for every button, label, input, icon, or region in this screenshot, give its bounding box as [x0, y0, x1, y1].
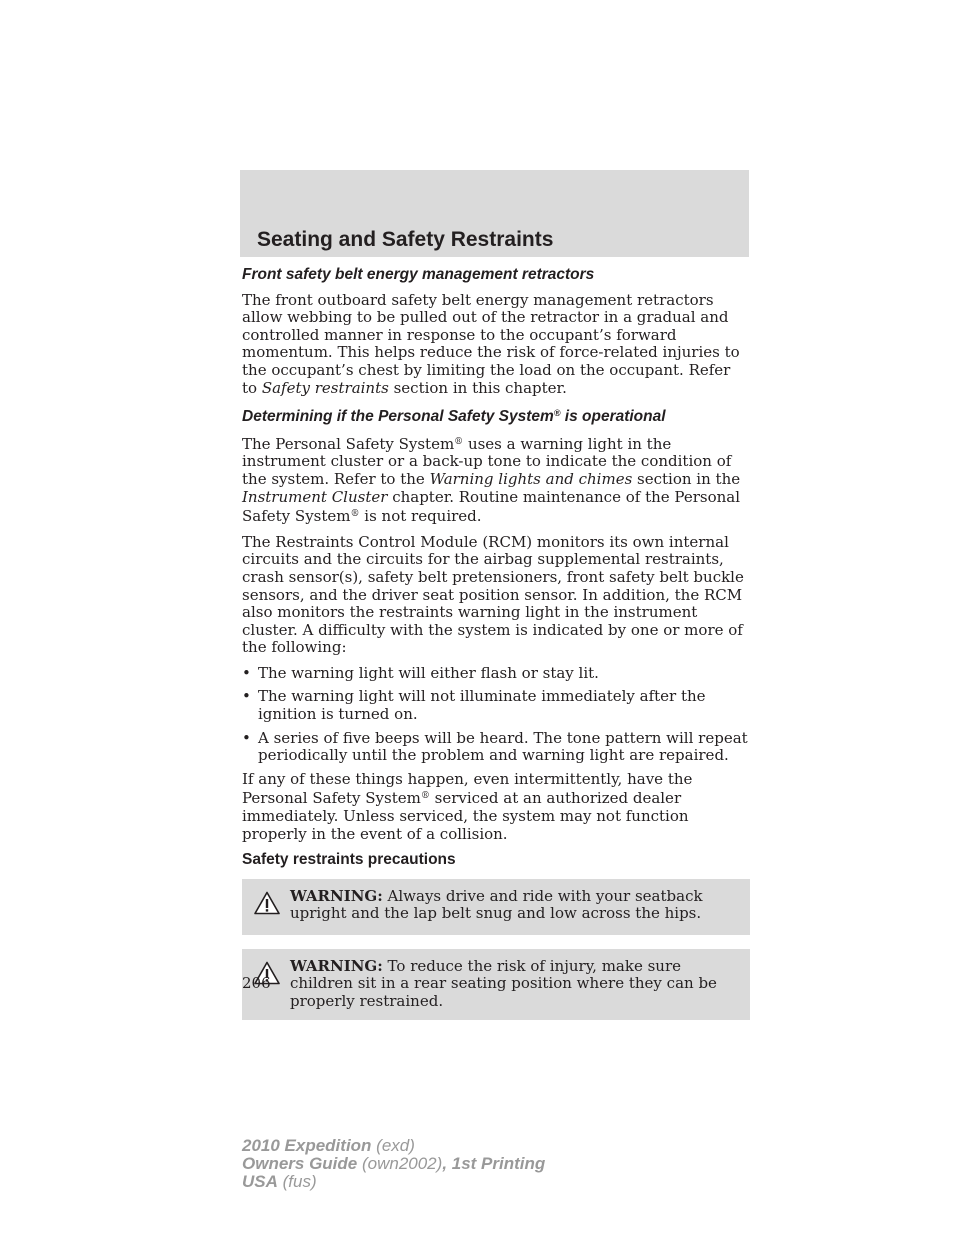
cross-reference: Safety restraints	[261, 378, 389, 397]
footer-line-model: 2010 Expedition (exd)	[242, 1136, 415, 1155]
bullet-icon: •	[242, 687, 251, 706]
footer-line-guide: Owners Guide (own2002), 1st Printing	[242, 1154, 546, 1173]
section-heading-precautions: Safety restraints precautions	[242, 851, 456, 869]
paragraph-retractors: The front outboard safety belt energy management retractors allow webbing to be pulled out of the retractor in a gradual and controlled manner in response to the occupant’s forward momentum. This helps reduce the risk of force-related injuries to the occupant’s chest by limiting the load on the occupant. Refer to Safety restraints section in this chapter.	[242, 290, 740, 397]
warning-label: WARNING:	[290, 956, 383, 975]
warning-triangle-icon	[254, 891, 280, 915]
list-item: • The warning light will not illuminate immediately after the ignition is turned on.	[242, 687, 706, 724]
paragraph-service: If any of these things happen, even intermittently, have the Personal Safety System® serviced at an authorized dealer immediately. Unless serviced, the system may not function properly in the event of a collision.	[242, 769, 693, 843]
section-heading-operational: Determining if the Personal Safety System® is operational	[242, 408, 666, 426]
paragraph-warning-light: The Personal Safety System® uses a warning light in the instrument cluster or a back-up tone to indicate the condition of the system. Refer to the Warning lights and chimes section in the Instrument Cluster chapter. Routine maintenance of the Personal Safety System® is not required.	[242, 434, 741, 526]
bullet-icon: •	[242, 728, 251, 747]
section-header-band	[240, 170, 749, 257]
list-item: • A series of five beeps will be heard. The tone pattern will repeat periodically until the problem and warning light are repaired.	[242, 728, 748, 765]
warning-text: Always drive and ride with your seatback upright and the lap belt snug and low across the hips.	[290, 886, 703, 923]
warning-box	[242, 879, 750, 935]
footer-line-market: USA (fus)	[242, 1172, 317, 1191]
paragraph-rcm: The Restraints Control Module (RCM) monitors its own internal circuits and the circuits for the airbag supplemental restraints, crash sensor(s), safety belt pretensioners, front safety belt buckle sensors, and the driver seat position sensor. In addition, the RCM also monitors the restraints warning light in the instrument cluster. A difficulty with the system is indicated by one or more of the following:	[242, 532, 744, 657]
warning-label: WARNING:	[290, 886, 383, 905]
symptom-list	[242, 665, 750, 765]
cross-reference: Warning lights and chimes	[429, 469, 633, 488]
section-heading-retractors: Front safety belt energy management retractors	[242, 266, 595, 283]
cross-reference: Instrument Cluster	[242, 487, 388, 506]
warning-text: To reduce the risk of injury, make sure children sit in a rear seating position where they can be properly restrained.	[290, 956, 717, 1010]
page-title: Seating and Safety Restraints	[257, 228, 554, 251]
page-number: 206	[242, 974, 271, 992]
page-content	[242, 266, 750, 1034]
warning-box	[242, 949, 750, 1020]
bullet-icon: •	[242, 663, 251, 682]
list-item: • The warning light will either flash or stay lit.	[242, 663, 599, 682]
document-footer	[242, 1137, 545, 1191]
